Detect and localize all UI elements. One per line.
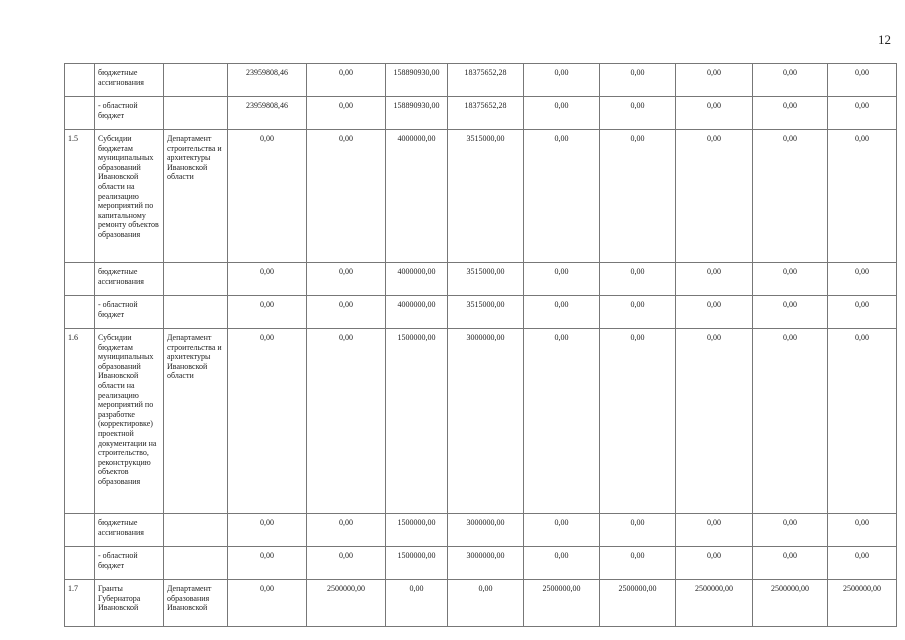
value-cell: 0,00: [228, 263, 307, 296]
value-cell: 0,00: [676, 64, 753, 97]
row-organization: [164, 97, 228, 130]
value-cell: 4000000,00: [386, 130, 448, 263]
row-number: 1.6: [65, 329, 95, 514]
row-name: бюджетные ассигнования: [95, 64, 164, 97]
value-cell: 0,00: [524, 130, 600, 263]
value-cell: 0,00: [676, 130, 753, 263]
value-cell: 0,00: [600, 514, 676, 547]
value-cell: 2500000,00: [600, 580, 676, 627]
value-cell: 0,00: [753, 263, 828, 296]
value-cell: 0,00: [228, 130, 307, 263]
row-name: бюджетные ассигнования: [95, 514, 164, 547]
value-cell: 0,00: [828, 547, 897, 580]
row-name: - областной бюджет: [95, 547, 164, 580]
row-organization: [164, 547, 228, 580]
value-cell: 0,00: [307, 97, 386, 130]
value-cell: 2500000,00: [524, 580, 600, 627]
value-cell: 0,00: [228, 329, 307, 514]
table-row: [65, 329, 897, 514]
value-cell: 0,00: [228, 580, 307, 627]
value-cell: 0,00: [828, 514, 897, 547]
value-cell: 158890930,00: [386, 64, 448, 97]
row-organization: Департамент строительства и архитектуры Ивановской области: [164, 130, 228, 263]
value-cell: 0,00: [753, 514, 828, 547]
row-organization: [164, 64, 228, 97]
value-cell: 0,00: [753, 547, 828, 580]
value-cell: 0,00: [448, 580, 524, 627]
value-cell: 0,00: [828, 263, 897, 296]
value-cell: 0,00: [753, 97, 828, 130]
value-cell: 3515000,00: [448, 263, 524, 296]
value-cell: 0,00: [524, 296, 600, 329]
table-row: [65, 296, 897, 329]
value-cell: 0,00: [524, 329, 600, 514]
value-cell: 0,00: [524, 263, 600, 296]
value-cell: 2500000,00: [828, 580, 897, 627]
value-cell: 18375652,28: [448, 64, 524, 97]
row-name: бюджетные ассигнования: [95, 263, 164, 296]
value-cell: 0,00: [676, 329, 753, 514]
value-cell: 4000000,00: [386, 263, 448, 296]
value-cell: 18375652,28: [448, 97, 524, 130]
value-cell: 0,00: [828, 97, 897, 130]
row-number: [65, 263, 95, 296]
value-cell: 158890930,00: [386, 97, 448, 130]
value-cell: 0,00: [600, 64, 676, 97]
row-name: - областной бюджет: [95, 296, 164, 329]
row-number: [65, 514, 95, 547]
row-number: 1.7: [65, 580, 95, 627]
value-cell: 0,00: [524, 547, 600, 580]
value-cell: 0,00: [753, 296, 828, 329]
value-cell: 0,00: [828, 130, 897, 263]
value-cell: 1500000,00: [386, 514, 448, 547]
value-cell: 3000000,00: [448, 329, 524, 514]
value-cell: 2500000,00: [307, 580, 386, 627]
table-row: [65, 580, 897, 627]
row-organization: Департамент образования Ивановской: [164, 580, 228, 627]
row-organization: Департамент строительства и архитектуры Ивановской области: [164, 329, 228, 514]
value-cell: 0,00: [676, 97, 753, 130]
table-row: [65, 263, 897, 296]
row-name: Гранты Губернатора Ивановской: [95, 580, 164, 627]
value-cell: 23959808,46: [228, 64, 307, 97]
value-cell: 0,00: [228, 547, 307, 580]
value-cell: 0,00: [307, 263, 386, 296]
value-cell: 0,00: [676, 263, 753, 296]
table-row: [65, 64, 897, 97]
table-row: [65, 547, 897, 580]
value-cell: 0,00: [307, 547, 386, 580]
row-number: [65, 547, 95, 580]
value-cell: 0,00: [828, 296, 897, 329]
value-cell: 3515000,00: [448, 130, 524, 263]
value-cell: 0,00: [524, 514, 600, 547]
budget-table: [64, 63, 897, 627]
row-name: - областной бюджет: [95, 97, 164, 130]
value-cell: 0,00: [307, 130, 386, 263]
table-row: [65, 97, 897, 130]
row-number: [65, 97, 95, 130]
value-cell: 0,00: [307, 329, 386, 514]
value-cell: 0,00: [600, 296, 676, 329]
value-cell: 3000000,00: [448, 514, 524, 547]
row-organization: [164, 296, 228, 329]
value-cell: 0,00: [524, 64, 600, 97]
row-organization: [164, 514, 228, 547]
value-cell: 0,00: [753, 329, 828, 514]
value-cell: 0,00: [676, 296, 753, 329]
value-cell: 0,00: [524, 97, 600, 130]
value-cell: 0,00: [600, 547, 676, 580]
value-cell: 0,00: [600, 97, 676, 130]
value-cell: 0,00: [828, 64, 897, 97]
value-cell: 0,00: [676, 547, 753, 580]
value-cell: 2500000,00: [753, 580, 828, 627]
row-number: [65, 64, 95, 97]
value-cell: 4000000,00: [386, 296, 448, 329]
row-organization: [164, 263, 228, 296]
page-number: 12: [878, 32, 891, 47]
value-cell: 3515000,00: [448, 296, 524, 329]
value-cell: 0,00: [676, 514, 753, 547]
value-cell: 0,00: [228, 514, 307, 547]
row-name: Субсидии бюджетам муниципальных образований Ивановской области на реализацию мероприятий по капитальному ремонту объектов образования: [95, 130, 164, 263]
value-cell: 0,00: [828, 329, 897, 514]
table-row: [65, 130, 897, 263]
value-cell: 0,00: [753, 130, 828, 263]
value-cell: 0,00: [386, 580, 448, 627]
table-row: [65, 514, 897, 547]
row-number: 1.5: [65, 130, 95, 263]
value-cell: 0,00: [228, 296, 307, 329]
row-name: Субсидии бюджетам муниципальных образований Ивановской области на реализацию мероприятий по разработке (корректировке) проектной документации на строительство, реконструкцию объектов образования: [95, 329, 164, 514]
row-number: [65, 296, 95, 329]
value-cell: 0,00: [600, 130, 676, 263]
value-cell: 1500000,00: [386, 547, 448, 580]
value-cell: 0,00: [307, 296, 386, 329]
value-cell: 0,00: [600, 329, 676, 514]
value-cell: 1500000,00: [386, 329, 448, 514]
value-cell: 0,00: [753, 64, 828, 97]
value-cell: 0,00: [600, 263, 676, 296]
value-cell: 3000000,00: [448, 547, 524, 580]
value-cell: 0,00: [307, 514, 386, 547]
value-cell: 2500000,00: [676, 580, 753, 627]
value-cell: 23959808,46: [228, 97, 307, 130]
value-cell: 0,00: [307, 64, 386, 97]
